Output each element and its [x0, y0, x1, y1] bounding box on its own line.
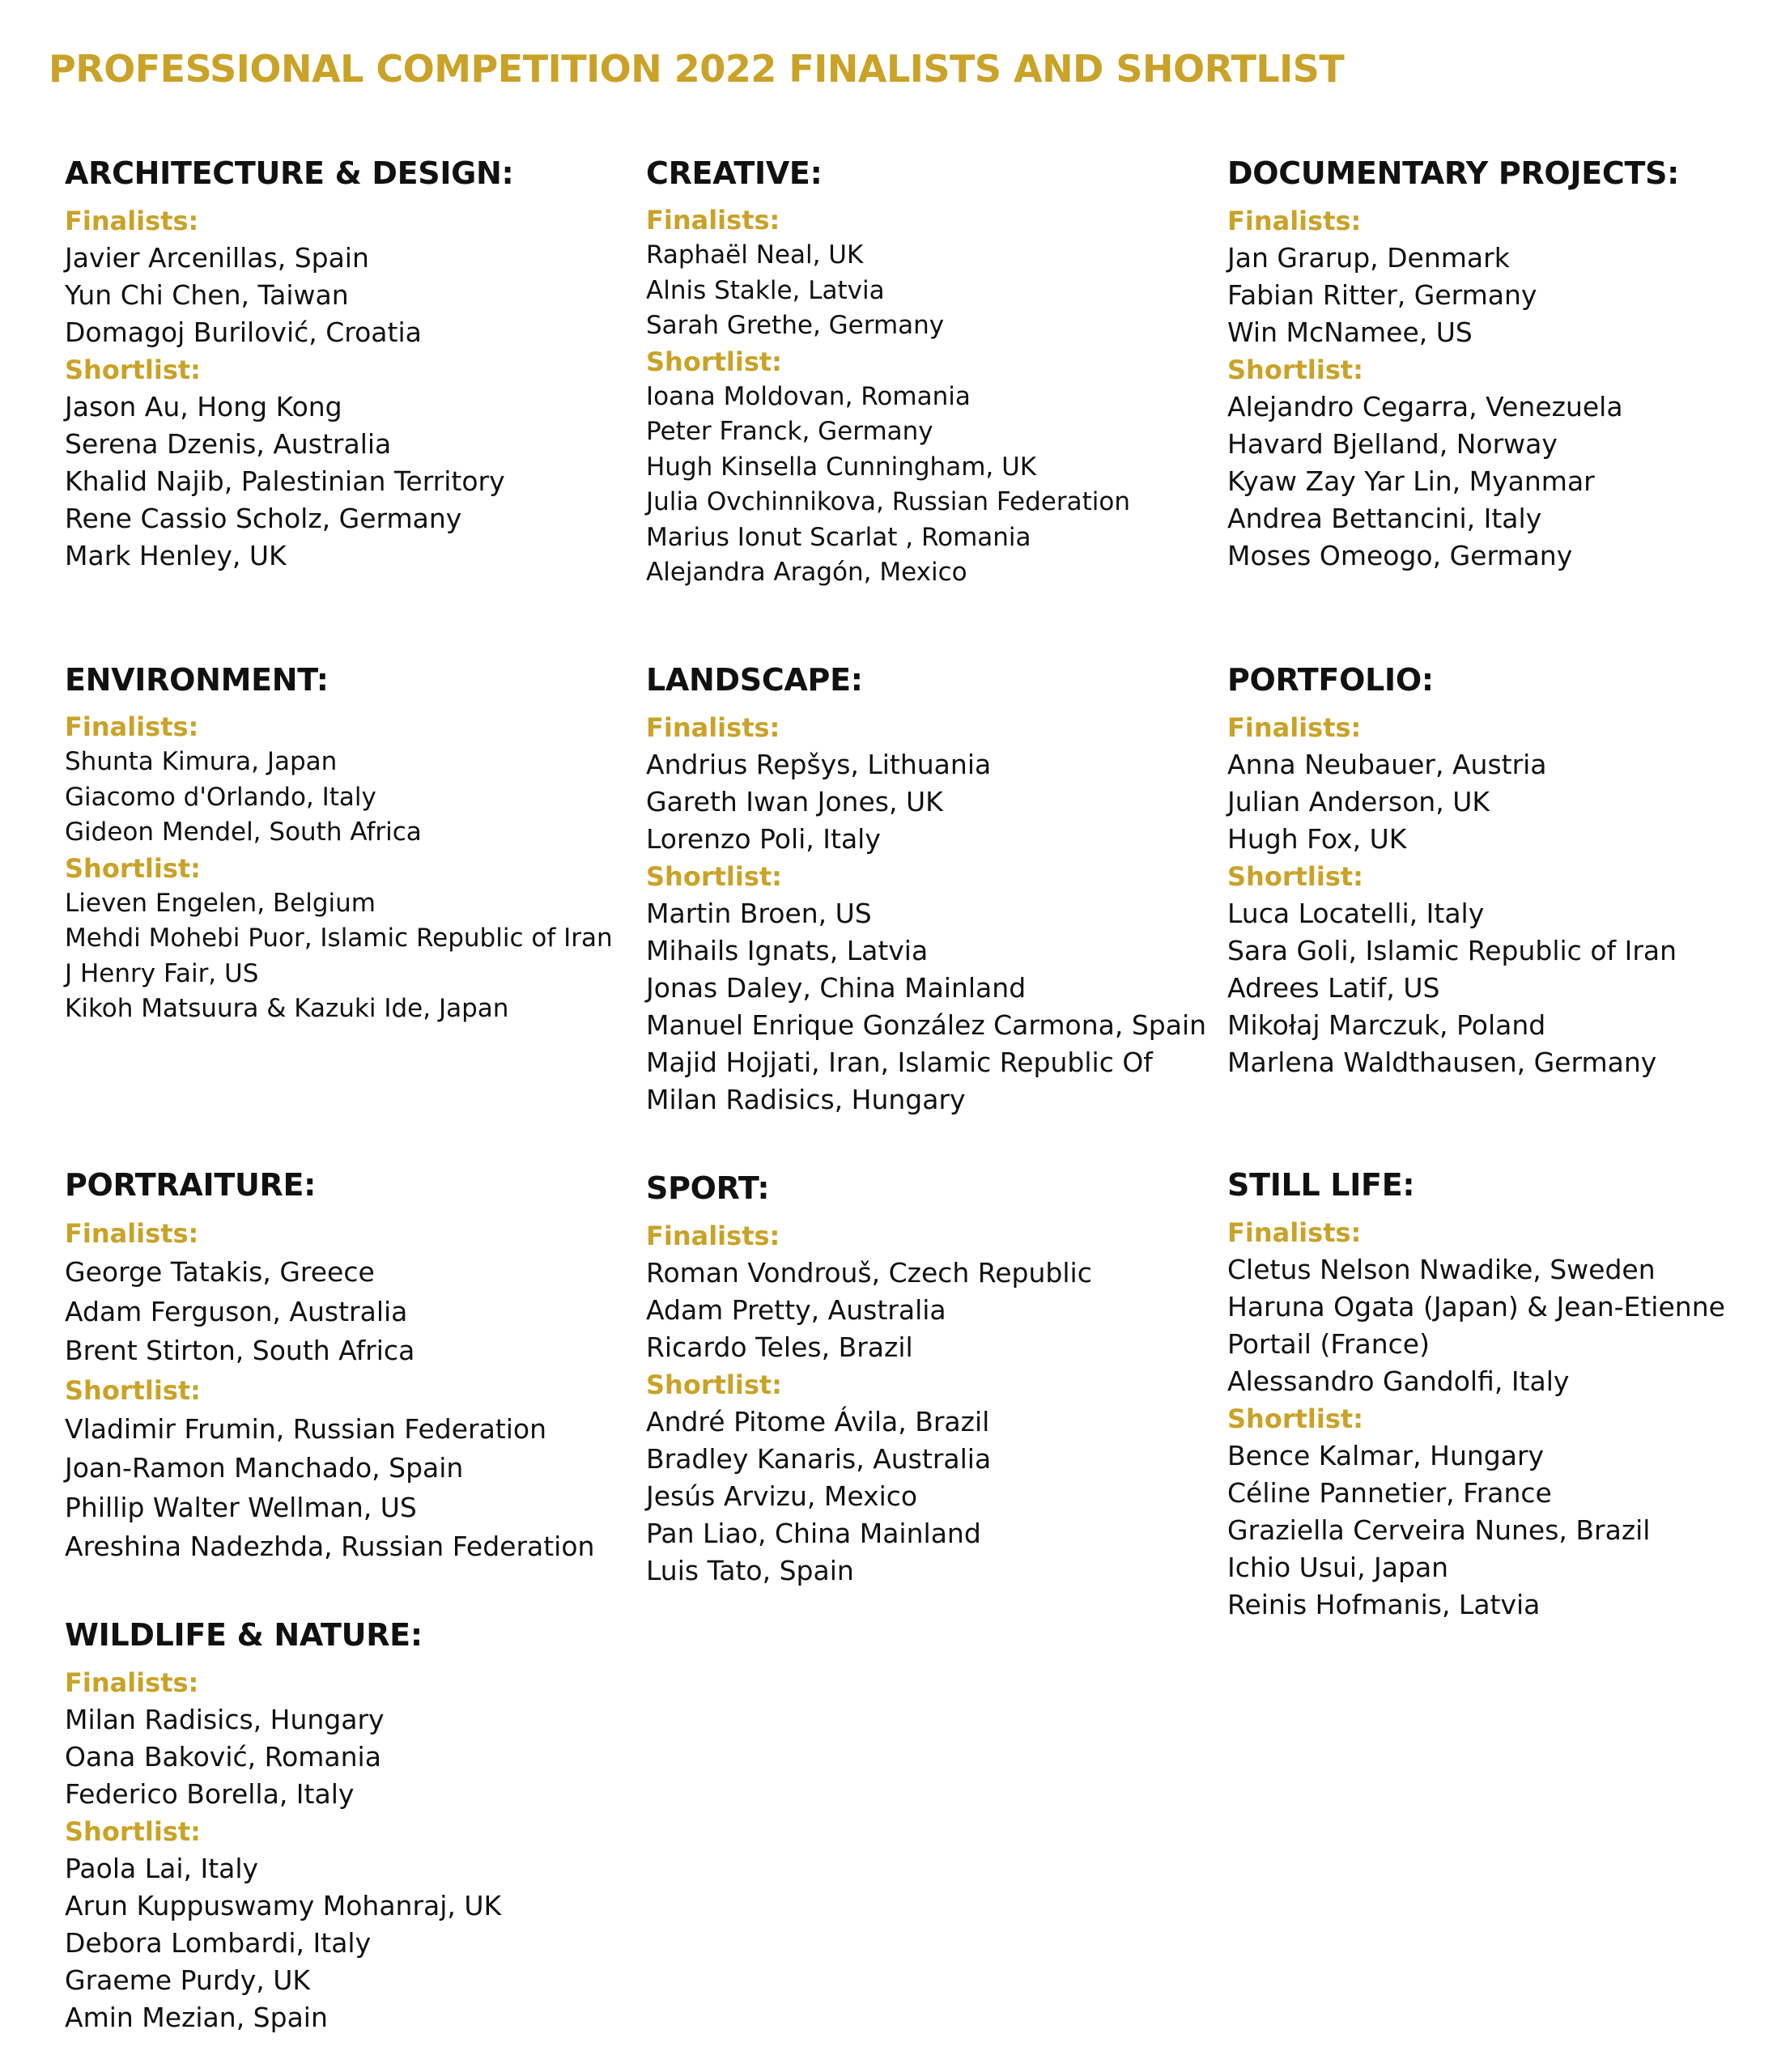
- shortlist-entry: Phillip Walter Wellman, US: [65, 1491, 417, 1523]
- shortlist-entry: Luca Locatelli, Italy: [1227, 898, 1485, 929]
- finalist-entry: Raphaël Neal, UK: [646, 240, 864, 270]
- shortlist-label: Shortlist:: [65, 355, 201, 385]
- shortlist-entry: Serena Dzenis, Australia: [65, 428, 392, 460]
- shortlist-entry: Bence Kalmar, Hungary: [1227, 1440, 1545, 1471]
- shortlist-label: Shortlist:: [646, 1369, 782, 1400]
- shortlist-entry: Ioana Moldovan, Romania: [646, 381, 971, 411]
- shortlist-label: Shortlist:: [1227, 861, 1363, 892]
- shortlist-entry: Alejandro Cegarra, Venezuela: [1227, 391, 1623, 422]
- section-heading: SPORT:: [646, 1170, 770, 1206]
- section-environment: [65, 662, 631, 1027]
- shortlist-entry: Pan Liao, China Mainland: [646, 1518, 981, 1549]
- finalist-entry: Gideon Mendel, South Africa: [65, 817, 422, 847]
- finalist-entry: Cletus Nelson Nwadike, Sweden: [1227, 1254, 1656, 1285]
- shortlist-entry: Kyaw Zay Yar Lin, Myanmar: [1227, 465, 1595, 497]
- finalist-entry: Portail (France): [1227, 1328, 1430, 1360]
- finalist-entry: Federico Borella, Italy: [65, 1778, 355, 1810]
- finalists-label: Finalists:: [646, 205, 780, 236]
- section-heading: PORTRAITURE:: [65, 1167, 317, 1203]
- shortlist-entry: Manuel Enrique González Carmona, Spain: [646, 1009, 1207, 1041]
- shortlist-entry: Martin Broen, US: [646, 898, 872, 929]
- section-portfolio: [1227, 662, 1777, 1081]
- finalist-entry: Hugh Fox, UK: [1227, 823, 1407, 855]
- finalist-entry: Yun Chi Chen, Taiwan: [65, 279, 349, 311]
- finalist-entry: Adam Pretty, Australia: [646, 1294, 946, 1326]
- finalists-label: Finalists:: [1227, 206, 1362, 236]
- shortlist-entry: Jason Au, Hong Kong: [65, 391, 342, 422]
- shortlist-entry: Alejandra Aragón, Mexico: [646, 558, 967, 587]
- shortlist-entry: Marius Ionut Scarlat , Romania: [646, 522, 1031, 552]
- shortlist-entry: Peter Franck, Germany: [646, 417, 933, 446]
- section-wildlife-nature: [65, 1617, 631, 2036]
- shortlist-label: Shortlist:: [65, 1374, 201, 1406]
- shortlist-entry: Bradley Kanaris, Australia: [646, 1443, 992, 1475]
- shortlist-entry: Arun Kuppuswamy Mohanraj, UK: [65, 1890, 502, 1921]
- finalist-entry: Alessandro Gandolfi, Italy: [1227, 1365, 1570, 1397]
- shortlist-entry: Marlena Waldthausen, Germany: [1227, 1047, 1657, 1078]
- finalist-entry: Sarah Grethe, Germany: [646, 311, 945, 340]
- shortlist-entry: Sara Goli, Islamic Republic of Iran: [1227, 935, 1677, 966]
- finalist-entry: Alnis Stakle, Latvia: [646, 275, 885, 305]
- finalists-label: Finalists:: [65, 1218, 199, 1249]
- finalists-label: Finalists:: [646, 1221, 780, 1251]
- shortlist-entry: Hugh Kinsella Cunningham, UK: [646, 452, 1037, 482]
- shortlist-label: Shortlist:: [65, 1816, 201, 1847]
- finalists-label: Finalists:: [1227, 712, 1362, 743]
- shortlist-entry: Graeme Purdy, UK: [65, 1964, 311, 1996]
- shortlist-entry: Khalid Najib, Palestinian Territory: [65, 465, 505, 497]
- finalist-entry: Ricardo Teles, Brazil: [646, 1331, 913, 1363]
- shortlist-entry: Luis Tato, Spain: [646, 1555, 854, 1586]
- finalist-entry: Brent Stirton, South Africa: [65, 1335, 415, 1366]
- finalist-entry: Jan Grarup, Denmark: [1227, 242, 1510, 274]
- shortlist-entry: Graziella Cerveira Nunes, Brazil: [1227, 1514, 1651, 1546]
- finalist-entry: Lorenzo Poli, Italy: [646, 823, 881, 855]
- section-documentary-projects: [1227, 155, 1777, 575]
- shortlist-entry: Paola Lai, Italy: [65, 1853, 259, 1884]
- finalist-entry: Adam Ferguson, Australia: [65, 1295, 408, 1327]
- shortlist-entry: Jonas Daley, China Mainland: [646, 972, 1027, 1004]
- finalist-entry: Milan Radisics, Hungary: [65, 1704, 385, 1735]
- section-portraiture: [65, 1167, 631, 1567]
- section-heading: ENVIRONMENT:: [65, 662, 329, 698]
- shortlist-entry: Majid Hojjati, Iran, Islamic Republic Of: [646, 1047, 1153, 1078]
- finalist-entry: Roman Vondrouš, Czech Republic: [646, 1257, 1092, 1289]
- shortlist-entry: Reinis Hofmanis, Latvia: [1227, 1589, 1541, 1620]
- finalists-label: Finalists:: [65, 711, 199, 742]
- finalist-entry: Domagoj Burilović, Croatia: [65, 316, 422, 348]
- section-heading: STILL LIFE:: [1227, 1167, 1415, 1203]
- finalists-label: Finalists:: [646, 712, 780, 743]
- shortlist-entry: Jesús Arvizu, Mexico: [646, 1480, 918, 1512]
- finalist-entry: Shunta Kimura, Japan: [65, 747, 338, 776]
- section-heading: WILDLIFE & NATURE:: [65, 1617, 423, 1653]
- shortlist-entry: Havard Bjelland, Norway: [1227, 428, 1558, 460]
- shortlist-entry: Céline Pannetier, France: [1227, 1477, 1552, 1509]
- shortlist-entry: Ichio Usui, Japan: [1227, 1552, 1449, 1583]
- finalist-entry: Julian Anderson, UK: [1227, 786, 1490, 817]
- shortlist-entry: Mark Henley, UK: [65, 540, 287, 571]
- finalists-label: Finalists:: [65, 1667, 199, 1698]
- section-creative: [646, 155, 1213, 591]
- shortlist-entry: Mehdi Mohebi Puor, Islamic Republic of Iran: [65, 923, 613, 953]
- shortlist-entry: Rene Cassio Scholz, Germany: [65, 503, 462, 534]
- section-heading: CREATIVE:: [646, 155, 823, 191]
- shortlist-entry: Joan-Ramon Manchado, Spain: [65, 1452, 464, 1484]
- shortlist-entry: Mihails Ignats, Latvia: [646, 935, 929, 966]
- page-title: PROFESSIONAL COMPETITION 2022 FINALISTS AND SHORTLIST: [49, 47, 1345, 91]
- shortlist-entry: Moses Omeogo, Germany: [1227, 540, 1573, 571]
- finalist-entry: Win McNamee, US: [1227, 316, 1473, 348]
- shortlist-entry: Amin Mezian, Spain: [65, 2002, 328, 2033]
- section-sport: [646, 1170, 1213, 1590]
- shortlist-label: Shortlist:: [1227, 1403, 1363, 1434]
- finalist-entry: Giacomo d'Orlando, Italy: [65, 782, 376, 812]
- finalist-entry: Haruna Ogata (Japan) & Jean-Etienne: [1227, 1291, 1725, 1323]
- shortlist-label: Shortlist:: [1227, 355, 1363, 385]
- shortlist-entry: Mikołaj Marczuk, Poland: [1227, 1009, 1546, 1041]
- section-landscape: [646, 662, 1213, 1119]
- shortlist-entry: Kikoh Matsuura & Kazuki Ide, Japan: [65, 994, 509, 1023]
- finalist-entry: Gareth Iwan Jones, UK: [646, 786, 943, 817]
- shortlist-entry: Andrea Bettancini, Italy: [1227, 503, 1542, 534]
- section-heading: ARCHITECTURE & DESIGN:: [65, 155, 514, 191]
- finalist-entry: Javier Arcenillas, Spain: [65, 242, 369, 274]
- finalist-entry: George Tatakis, Greece: [65, 1256, 375, 1288]
- shortlist-entry: André Pitome Ávila, Brazil: [646, 1406, 990, 1437]
- shortlist-entry: Debora Lombardi, Italy: [65, 1927, 372, 1959]
- shortlist-label: Shortlist:: [646, 346, 782, 377]
- shortlist-label: Shortlist:: [65, 852, 201, 884]
- section-heading: LANDSCAPE:: [646, 662, 863, 698]
- shortlist-entry: Vladimir Frumin, Russian Federation: [65, 1412, 546, 1445]
- shortlist-entry: Lieven Engelen, Belgium: [65, 888, 376, 918]
- finalists-label: Finalists:: [1227, 1217, 1362, 1248]
- shortlist-entry: Areshina Nadezhda, Russian Federation: [65, 1531, 595, 1562]
- finalist-entry: Andrius Repšys, Lithuania: [646, 749, 992, 780]
- section-heading: PORTFOLIO:: [1227, 662, 1434, 698]
- shortlist-entry: J Henry Fair, US: [65, 958, 259, 988]
- finalist-entry: Oana Baković, Romania: [65, 1741, 381, 1773]
- shortlist-entry: Julia Ovchinnikova, Russian Federation: [646, 487, 1130, 516]
- finalist-entry: Fabian Ritter, Germany: [1227, 279, 1537, 311]
- shortlist-entry: Adrees Latif, US: [1227, 972, 1440, 1004]
- section-still-life: [1227, 1167, 1777, 1624]
- shortlist-entry: Milan Radisics, Hungary: [646, 1084, 966, 1115]
- finalists-label: Finalists:: [65, 206, 199, 236]
- section-architecture-design: [65, 155, 631, 575]
- section-heading: DOCUMENTARY PROJECTS:: [1227, 155, 1680, 191]
- finalist-entry: Anna Neubauer, Austria: [1227, 749, 1547, 780]
- shortlist-label: Shortlist:: [646, 861, 782, 892]
